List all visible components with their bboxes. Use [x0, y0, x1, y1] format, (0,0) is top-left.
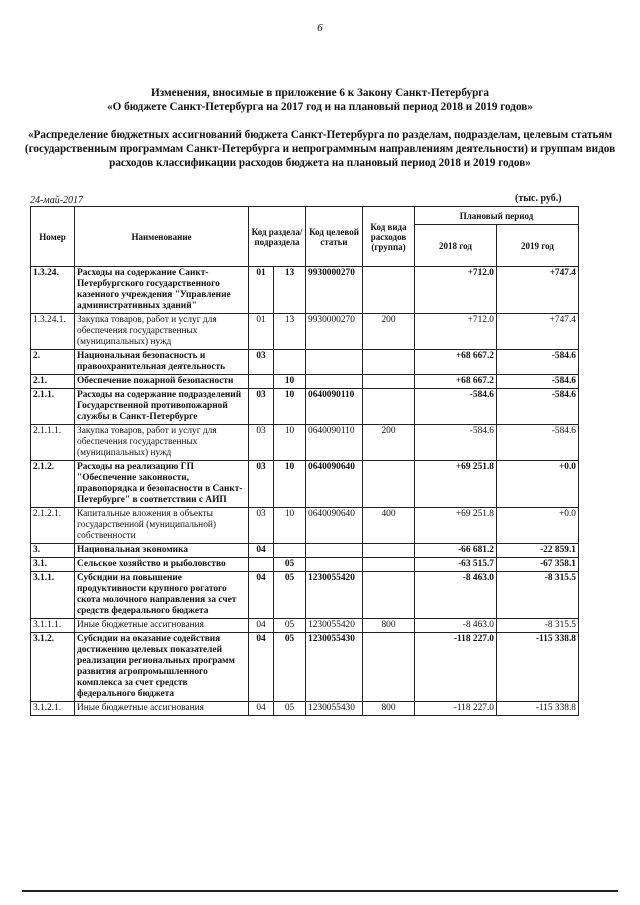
- header-year-2019: 2019 год: [497, 225, 579, 267]
- row-name: Сельское хозяйство и рыболовство: [75, 558, 249, 572]
- row-value-2018: -584.6: [415, 389, 497, 425]
- row-subsection-code: 10: [274, 461, 306, 508]
- row-kind-code: 400: [363, 508, 415, 544]
- header-year-2018: 2018 год: [415, 225, 497, 267]
- row-target-code: 9930000270: [306, 267, 363, 314]
- row-kind-code: [363, 558, 415, 572]
- row-section-code: 03: [249, 508, 274, 544]
- row-name: Субсидии на оказание содействия достижению целевых показателей реализации региональных программ развития агропромышленного комплекса за счет средств федерального бюджета: [75, 633, 249, 702]
- row-name: Закупка товаров, работ и услуг для обеспечения государственных (муниципальных) нужд: [75, 314, 249, 350]
- row-number: 2.1.: [31, 375, 75, 389]
- row-kind-code: [363, 633, 415, 702]
- header-number: Номер: [31, 207, 75, 267]
- table-row: [31, 702, 579, 716]
- row-target-code: [306, 375, 363, 389]
- document-title: [20, 86, 620, 114]
- row-target-code: 0640090640: [306, 461, 363, 508]
- row-section-code: 01: [249, 267, 274, 314]
- row-subsection-code: 05: [274, 702, 306, 716]
- row-kind-code: 800: [363, 702, 415, 716]
- row-name: Обеспечение пожарной безопасности: [75, 375, 249, 389]
- row-kind-code: 200: [363, 425, 415, 461]
- budget-table: [30, 206, 579, 716]
- row-section-code: 04: [249, 633, 274, 702]
- row-section-code: 03: [249, 461, 274, 508]
- row-number: 3.1.2.: [31, 633, 75, 702]
- table-row: [31, 508, 579, 544]
- row-target-code: 9930000270: [306, 314, 363, 350]
- row-value-2019: +0.0: [497, 461, 579, 508]
- document-date: 24-май-2017: [30, 195, 84, 206]
- document-subtitle: «Распределение бюджетных ассигнований бюджета Санкт-Петербурга по разделам, подразделам, целевым статьям (государственным программам Санкт-Петербурга и непрограммным направлениям деятельности) и группам видов расходов классификации расходов бюджета на плановый период 2018 и 2019 годов»: [24, 129, 616, 169]
- row-target-code: 1230055420: [306, 619, 363, 633]
- row-value-2019: -115 338.8: [497, 633, 579, 702]
- row-value-2018: +712.0: [415, 314, 497, 350]
- row-subsection-code: [274, 544, 306, 558]
- row-value-2019: +747.4: [497, 314, 579, 350]
- row-value-2018: +69 251.8: [415, 508, 497, 544]
- row-value-2018: +712.0: [415, 267, 497, 314]
- row-section-code: [249, 375, 274, 389]
- row-kind-code: [363, 375, 415, 389]
- header-section: Код раздела/ подраздела: [249, 207, 306, 267]
- row-value-2019: -67 358.1: [497, 558, 579, 572]
- row-value-2018: -584.6: [415, 425, 497, 461]
- row-name: Расходы на содержание Санкт-Петербургского государственного казенного учреждения "Управление административных зданий": [75, 267, 249, 314]
- table-row: [31, 350, 579, 375]
- row-value-2019: -8 315.5: [497, 619, 579, 633]
- row-subsection-code: 10: [274, 508, 306, 544]
- row-number: 3.1.1.1.: [31, 619, 75, 633]
- row-name: Капитальные вложения в объекты государственной (муниципальной) собственности: [75, 508, 249, 544]
- table-row: [31, 425, 579, 461]
- row-subsection-code: 10: [274, 425, 306, 461]
- row-target-code: [306, 350, 363, 375]
- row-subsection-code: 10: [274, 375, 306, 389]
- row-value-2019: +0.0: [497, 508, 579, 544]
- row-kind-code: 800: [363, 619, 415, 633]
- row-subsection-code: 05: [274, 619, 306, 633]
- row-number: 3.1.: [31, 558, 75, 572]
- table-row: [31, 314, 579, 350]
- row-subsection-code: 13: [274, 267, 306, 314]
- row-name: Субсидии на повышение продуктивности крупного рогатого скота молочного направления за счет средств федерального бюджета: [75, 572, 249, 619]
- row-target-code: [306, 558, 363, 572]
- row-name: Иные бюджетные ассигнования: [75, 702, 249, 716]
- row-value-2019: -584.6: [497, 425, 579, 461]
- title-line-2: «О бюджете Санкт-Петербурга на 2017 год и на плановый период 2018 и 2019 годов»: [107, 101, 533, 113]
- row-kind-code: [363, 389, 415, 425]
- row-number: 2.1.1.: [31, 389, 75, 425]
- row-section-code: 04: [249, 544, 274, 558]
- row-value-2019: -8 315.5: [497, 572, 579, 619]
- row-target-code: 1230055430: [306, 702, 363, 716]
- table-row: [31, 544, 579, 558]
- row-kind-code: [363, 267, 415, 314]
- row-target-code: 1230055430: [306, 633, 363, 702]
- row-value-2019: -22 859.1: [497, 544, 579, 558]
- row-value-2018: +68 667.2: [415, 375, 497, 389]
- row-value-2018: -63 515.7: [415, 558, 497, 572]
- row-name: Национальная экономика: [75, 544, 249, 558]
- row-name: Закупка товаров, работ и услуг для обеспечения государственных (муниципальных) нужд: [75, 425, 249, 461]
- table-row: [31, 461, 579, 508]
- row-number: 2.1.2.1.: [31, 508, 75, 544]
- row-kind-code: [363, 572, 415, 619]
- row-value-2018: +68 667.2: [415, 350, 497, 375]
- row-section-code: 01: [249, 314, 274, 350]
- row-kind-code: 200: [363, 314, 415, 350]
- row-number: 1.3.24.: [31, 267, 75, 314]
- row-number: 3.: [31, 544, 75, 558]
- row-target-code: 0640090110: [306, 425, 363, 461]
- row-value-2019: +747.4: [497, 267, 579, 314]
- row-number: 2.1.2.: [31, 461, 75, 508]
- row-target-code: 0640090110: [306, 389, 363, 425]
- row-name: Национальная безопасность и правоохранительная деятельность: [75, 350, 249, 375]
- row-target-code: [306, 544, 363, 558]
- row-value-2019: -584.6: [497, 389, 579, 425]
- header-name: Наименование: [75, 207, 249, 267]
- row-subsection-code: 05: [274, 572, 306, 619]
- row-name: Иные бюджетные ассигнования: [75, 619, 249, 633]
- row-number: 3.1.2.1.: [31, 702, 75, 716]
- row-value-2018: -8 463.0: [415, 572, 497, 619]
- row-section-code: 03: [249, 425, 274, 461]
- header-target: Код целевой статьи: [306, 207, 363, 267]
- row-section-code: 03: [249, 389, 274, 425]
- row-subsection-code: 05: [274, 558, 306, 572]
- row-name: Расходы на содержание подразделений Государственной противопожарной службы в Санкт-Петербурге: [75, 389, 249, 425]
- row-name: Расходы на реализацию ГП "Обеспечение законности, правопорядка и безопасности в Санкт-Петербурге" в соответствии с АИП: [75, 461, 249, 508]
- row-kind-code: [363, 461, 415, 508]
- row-number: 2.: [31, 350, 75, 375]
- row-value-2019: -584.6: [497, 375, 579, 389]
- row-subsection-code: 10: [274, 389, 306, 425]
- row-value-2018: -118 227.0: [415, 633, 497, 702]
- row-subsection-code: 13: [274, 314, 306, 350]
- row-value-2018: -118 227.0: [415, 702, 497, 716]
- row-section-code: 03: [249, 350, 274, 375]
- row-subsection-code: 05: [274, 633, 306, 702]
- row-section-code: 04: [249, 572, 274, 619]
- row-section-code: 04: [249, 619, 274, 633]
- table-row: [31, 267, 579, 314]
- row-kind-code: [363, 544, 415, 558]
- header-kind: Код вида расходов (группа): [363, 207, 415, 267]
- table-row: [31, 375, 579, 389]
- row-value-2019: -584.6: [497, 350, 579, 375]
- row-section-code: 04: [249, 702, 274, 716]
- row-value-2018: +69 251.8: [415, 461, 497, 508]
- row-kind-code: [363, 350, 415, 375]
- row-target-code: 1230055420: [306, 572, 363, 619]
- units-label: (тыс. руб.): [515, 193, 562, 204]
- row-subsection-code: [274, 350, 306, 375]
- table-row: [31, 572, 579, 619]
- row-number: 1.3.24.1.: [31, 314, 75, 350]
- row-value-2018: -66 681.2: [415, 544, 497, 558]
- row-value-2018: -8 463.0: [415, 619, 497, 633]
- header-plan-period: Плановый период: [415, 207, 579, 225]
- page-number: 6: [317, 22, 323, 34]
- row-number: 3.1.1.: [31, 572, 75, 619]
- row-target-code: 0640090640: [306, 508, 363, 544]
- table-row: [31, 633, 579, 702]
- table-row: [31, 558, 579, 572]
- row-number: 2.1.1.1.: [31, 425, 75, 461]
- table-row: [31, 389, 579, 425]
- row-section-code: [249, 558, 274, 572]
- row-value-2019: -115 338.8: [497, 702, 579, 716]
- table-row: [31, 619, 579, 633]
- page-bottom-rule: [22, 890, 618, 892]
- title-line-1: Изменения, вносимые в приложение 6 к Закону Санкт-Петербурга: [151, 87, 489, 99]
